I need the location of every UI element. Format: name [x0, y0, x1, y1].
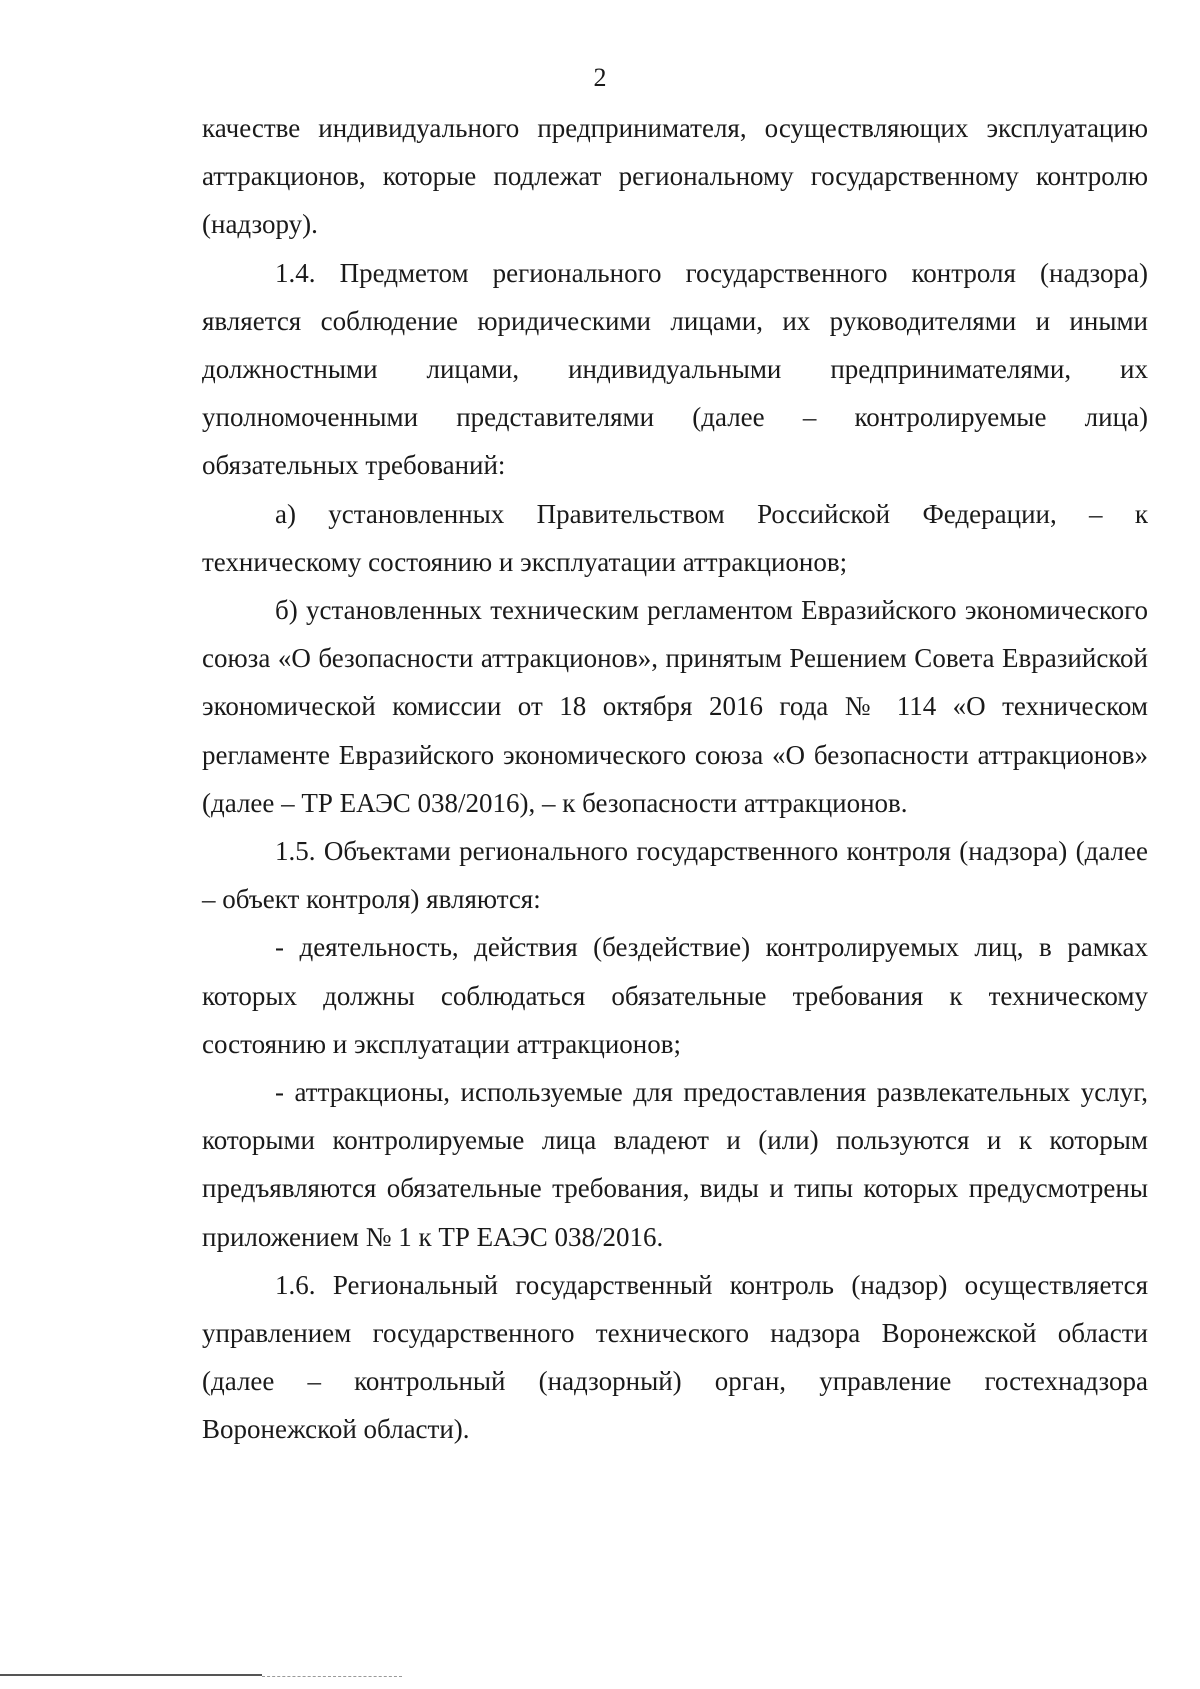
paragraph-1-6: 1.6. Региональный государственный контроль (надзор) осуществляется управлением государственного технического надзора Воронежской области (далее – контрольный (надзорный) орган, управление гостехнадзора Воронежской области).: [202, 1269, 1148, 1445]
scan-edge-line: [0, 1674, 262, 1676]
page-number: 2: [593, 63, 607, 92]
paragraph-item-a: а) установленных Правительством Российской Федерации, – к техническому состоянию и эксплуатации аттракционов;: [202, 498, 1148, 577]
paragraph-1-5: 1.5. Объектами регионального государственного контроля (надзора) (далее – объект контроля) являются:: [202, 836, 1148, 915]
paragraph-objects-attractions: - аттракционы, используемые для предоставления развлекательных услуг, которыми контролируемые лица владеют и (или) пользуются и к которым предъявляются обязательные требования, виды и типы которых предусмотрены приложением № 1 к ТР ЕАЭС 038/2016.: [202, 1077, 1148, 1252]
paragraph-continuation: качестве индивидуального предпринимателя, осуществляющих эксплуатацию аттракционов, которые подлежат региональному государственному контролю (надзору).: [202, 113, 1148, 240]
document-body: [202, 104, 1148, 1454]
paragraph-1-4: 1.4. Предметом регионального государственного контроля (надзора) является соблюдение юридическими лицами, их руководителями и иными должностными лицами, индивидуальными предпринимателями, их уполномоченными представителями (далее – контролируемые лица) обязательных требований:: [202, 257, 1148, 481]
paragraph-item-b: б) установленных техническим регламентом Евразийского экономического союза «О безопасности аттракционов», принятым Решением Совета Евразийской экономической комиссии от 18 октября 2016 года № 114 «О техническом регламенте Евразийского экономического союза «О безопасности аттракционов» (далее – ТР ЕАЭС 038/2016), – к безопасности аттракционов.: [202, 595, 1148, 818]
scan-edge-line-faint: [262, 1676, 402, 1677]
paragraph-objects-activity: - деятельность, действия (бездействие) контролируемых лиц, в рамках которых должны соблюдаться обязательные требования к техническому состоянию и эксплуатации аттракционов;: [202, 932, 1148, 1059]
